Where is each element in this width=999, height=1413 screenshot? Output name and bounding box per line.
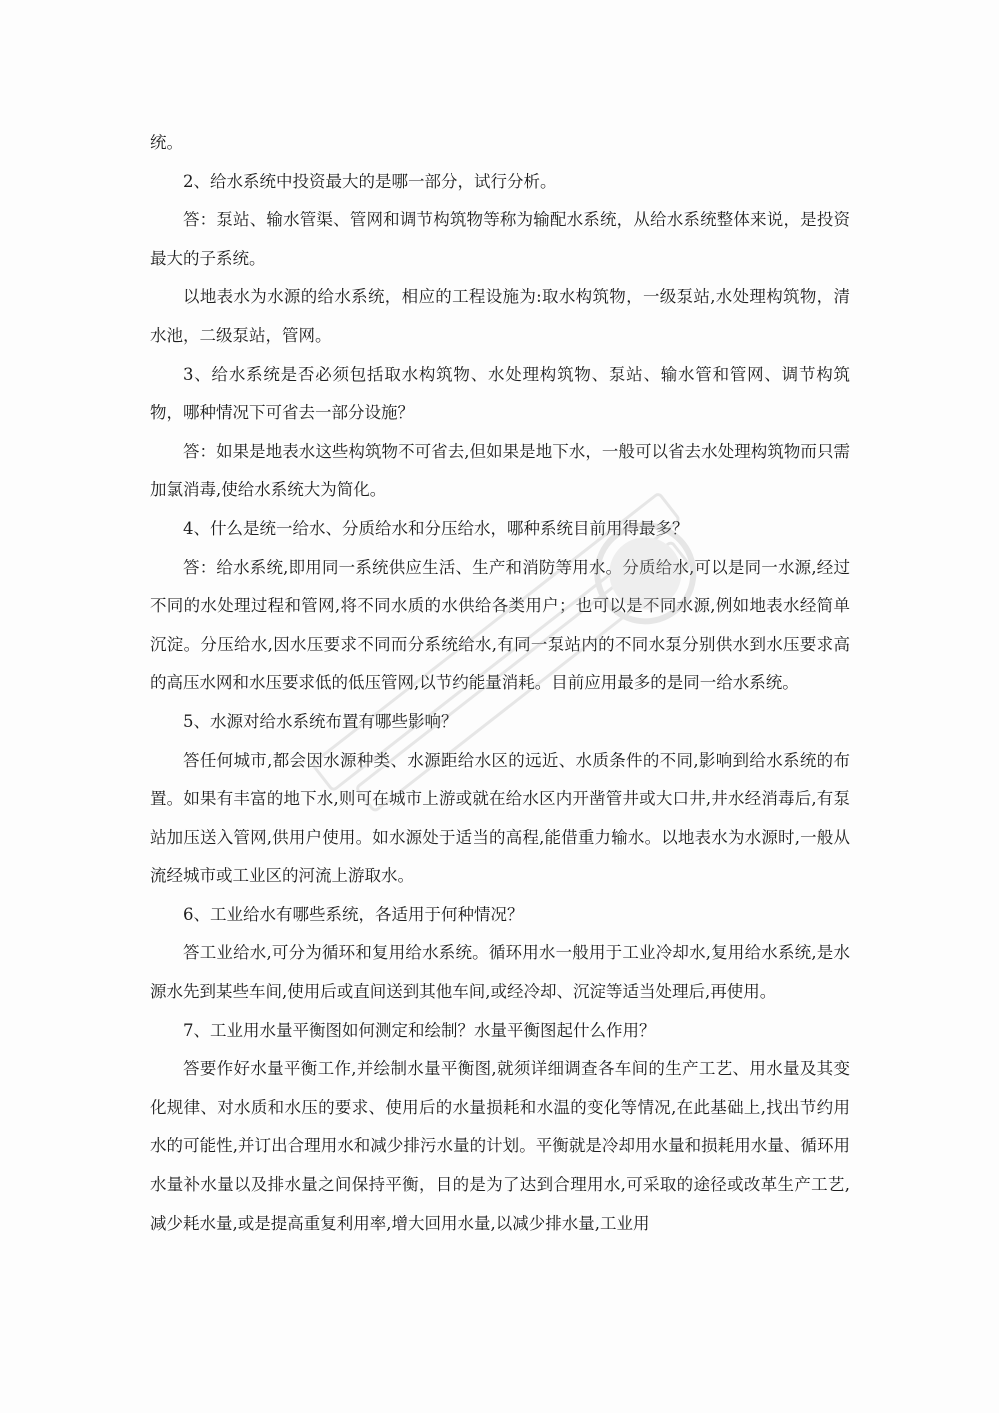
question-5: 5、水源对给水系统布置有哪些影响？ (183, 711, 458, 731)
question-4: 4、什么是统一给水、分质给水和分压给水，哪种系统目前用得最多？ (183, 518, 689, 538)
question-2: 2、给水系统中投资最大的是哪一部分，试行分析。 (183, 171, 557, 191)
question-6: 6、工业给水有哪些系统，各适用于何种情况？ (183, 904, 524, 924)
question-7: 7、工业用水量平衡图如何测定和绘制？水量平衡图起什么作用？ (183, 1020, 656, 1040)
question-3: 3、给水系统是否必须包括取水构筑物、水处理构筑物、泵站、输水管和管网、调节构筑物，哪种情况下可省去一部分设施？ (150, 364, 850, 423)
document-body (150, 124, 850, 1243)
answer-7: 答要作好水量平衡工作,并绘制水量平衡图,就须详细调查各车间的生产工艺、用水量及其变化规律、对水质和水压的要求、使用后的水量损耗和水温的变化等情况,在此基础上,找出节约用水的可能性,并订出合理用水和减少排污水量的计划。平衡就是冷却用水量和损耗用水量、循环用水量补水量以及排水量之间保持平衡，目的是为了达到合理用水,可采取的途径或改革生产工艺,减少耗水量,或是提高重复利用率,增大回用水量,以减少排水量,工业用 (150, 1059, 850, 1233)
answer-4: 答：给水系统,即用同一系统供应生活、生产和消防等用水。分质给水,可以是同一水源,经过不同的水处理过程和管网,将不同水质的水供给各类用户；也可以是不同水源,例如地表水经简单沉淀。分压给水,因水压要求不同而分系统给水,有同一泵站内的不同水泵分别供水到水压要求高的高压水网和水压要求低的低压管网,以节约能量消耗。目前应用最多的是同一给水系统。 (150, 557, 850, 693)
paragraph-continuation: 统。 (150, 133, 183, 152)
answer-5: 答任何城市,都会因水源种类、水源距给水区的远近、水质条件的不同,影响到给水系统的布置。如果有丰富的地下水,则可在城市上游或就在给水区内开凿管井或大口井,井水经消毒后,有泵站加压送入管网,供用户使用。如水源处于适当的高程,能借重力输水。以地表水为水源时,一般从流经城市或工业区的河流上游取水。 (150, 750, 850, 886)
answer-2-detail: 以地表水为水源的给水系统，相应的工程设施为:取水构筑物，一级泵站,水处理构筑物，清水池，二级泵站，管网。 (150, 287, 850, 345)
answer-6: 答工业给水,可分为循环和复用给水系统。循环用水一般用于工业冷却水,复用给水系统,是水源水先到某些车间,使用后或直间送到其他车间,或经冷却、沉淀等适当处理后,再使用。 (150, 943, 850, 1002)
answer-3: 答：如果是地表水这些构筑物不可省去,但如果是地下水，一般可以省去水处理构筑物而只需加氯消毒,使给水系统大为简化。 (150, 441, 850, 500)
answer-2: 答：泵站、输水管渠、管网和调节构筑物等称为输配水系统，从给水系统整体来说，是投资最大的子系统。 (150, 210, 850, 268)
